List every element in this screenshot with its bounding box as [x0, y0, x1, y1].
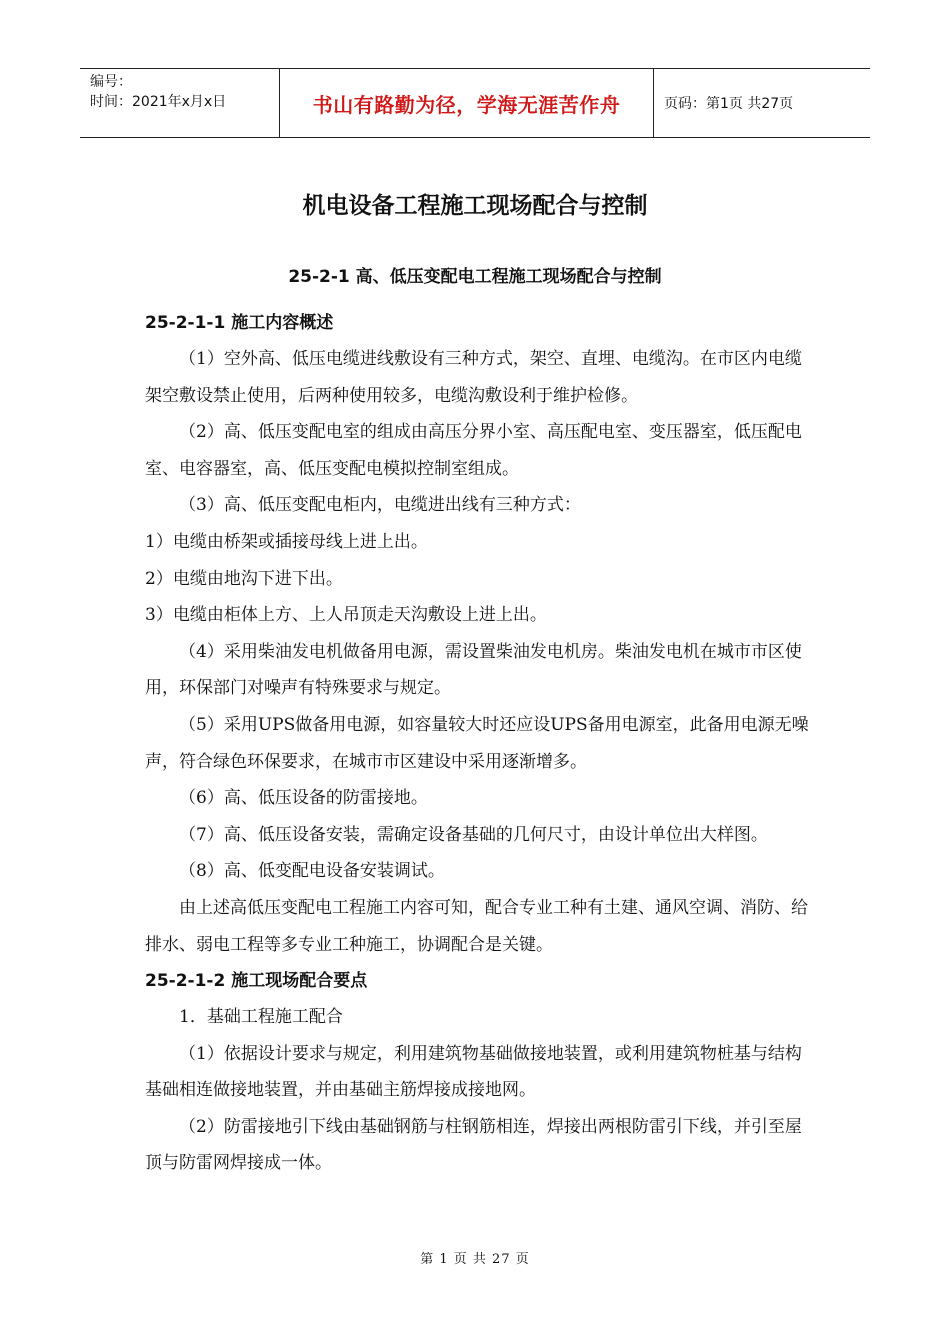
- paragraph: （3）高、低压变配电柜内，电缆进出线有三种方式：: [179, 495, 581, 516]
- header-motto: 书山有路勤为径，学海无涯苦作舟: [280, 69, 654, 137]
- paragraph: 1）电缆由桥架或插接母线上进上出。: [145, 531, 428, 552]
- section-title: 25-2-1 高、低压变配电工程施工现场配合与控制: [288, 267, 662, 287]
- paragraph: 由上述高低压变配电工程施工内容可知，配合专业工种有土建、通风空调、消防、给排水、弱电工程等多专业工种施工，协调配合是关键。: [145, 897, 808, 955]
- paragraph: （6）高、低压设备的防雷接地。: [179, 788, 428, 809]
- header-meta: [80, 69, 280, 137]
- paragraph: （1）依据设计要求与规定，利用建筑物基础做接地装置，或利用建筑物桩基与结构基础相连做接地装置，并由基础主筋焊接成接地网。: [145, 1043, 802, 1101]
- paragraph: （7）高、低压设备安装，需确定设备基础的几何尺寸，由设计单位出大样图。: [179, 824, 768, 845]
- document-title: 机电设备工程施工现场配合与控制: [302, 193, 648, 219]
- paragraph: 3）电缆由柜体上方、上人吊顶走天沟敷设上进上出。: [145, 605, 547, 626]
- paragraph: （4）采用柴油发电机做备用电源，需设置柴油发电机房。柴油发电机在城市市区使用，环保部门对噪声有特殊要求与规定。: [145, 641, 802, 699]
- page-header: [80, 68, 870, 138]
- header-page-info: 页码：第1页 共27页: [664, 96, 794, 112]
- paragraph: 2）电缆由地沟下进下出。: [145, 568, 343, 589]
- paragraph: （1）空外高、低压电缆进线敷设有三种方式，架空、直埋、电缆沟。在市区内电缆架空敷设禁止使用，后两种使用较多，电缆沟敷设利于维护检修。: [145, 349, 802, 406]
- paragraph: 1．基础工程施工配合: [179, 1007, 343, 1028]
- page-footer: 第 1 页 共 27 页: [420, 1252, 530, 1267]
- paragraph: （5）采用UPS做备用电源，如容量较大时还应设UPS备用电源室，此备用电源无噪声，符合绿色环保要求，在城市市区建设中采用逐渐增多。: [145, 714, 809, 772]
- paragraph: （2）防雷接地引下线由基础钢筋与柱钢筋相连，焊接出两根防雷引下线，并引至屋顶与防雷网焊接成一体。: [145, 1116, 802, 1174]
- paragraph: （8）高、低变配电设备安装调试。: [179, 861, 445, 882]
- paragraph: （2）高、低压变配电室的组成由高压分界小室、高压配电室、变压器室，低压配电室、电容器室，高、低压变配电模拟控制室组成。: [145, 422, 802, 479]
- subsection-heading: 25-2-1-1 施工内容概述: [145, 313, 334, 333]
- document-body: [145, 305, 810, 1182]
- subsection-heading: 25-2-1-2 施工现场配合要点: [145, 971, 368, 992]
- time-label: 时间：2021年x月x日: [90, 94, 227, 110]
- number-label: 编号：: [90, 74, 132, 90]
